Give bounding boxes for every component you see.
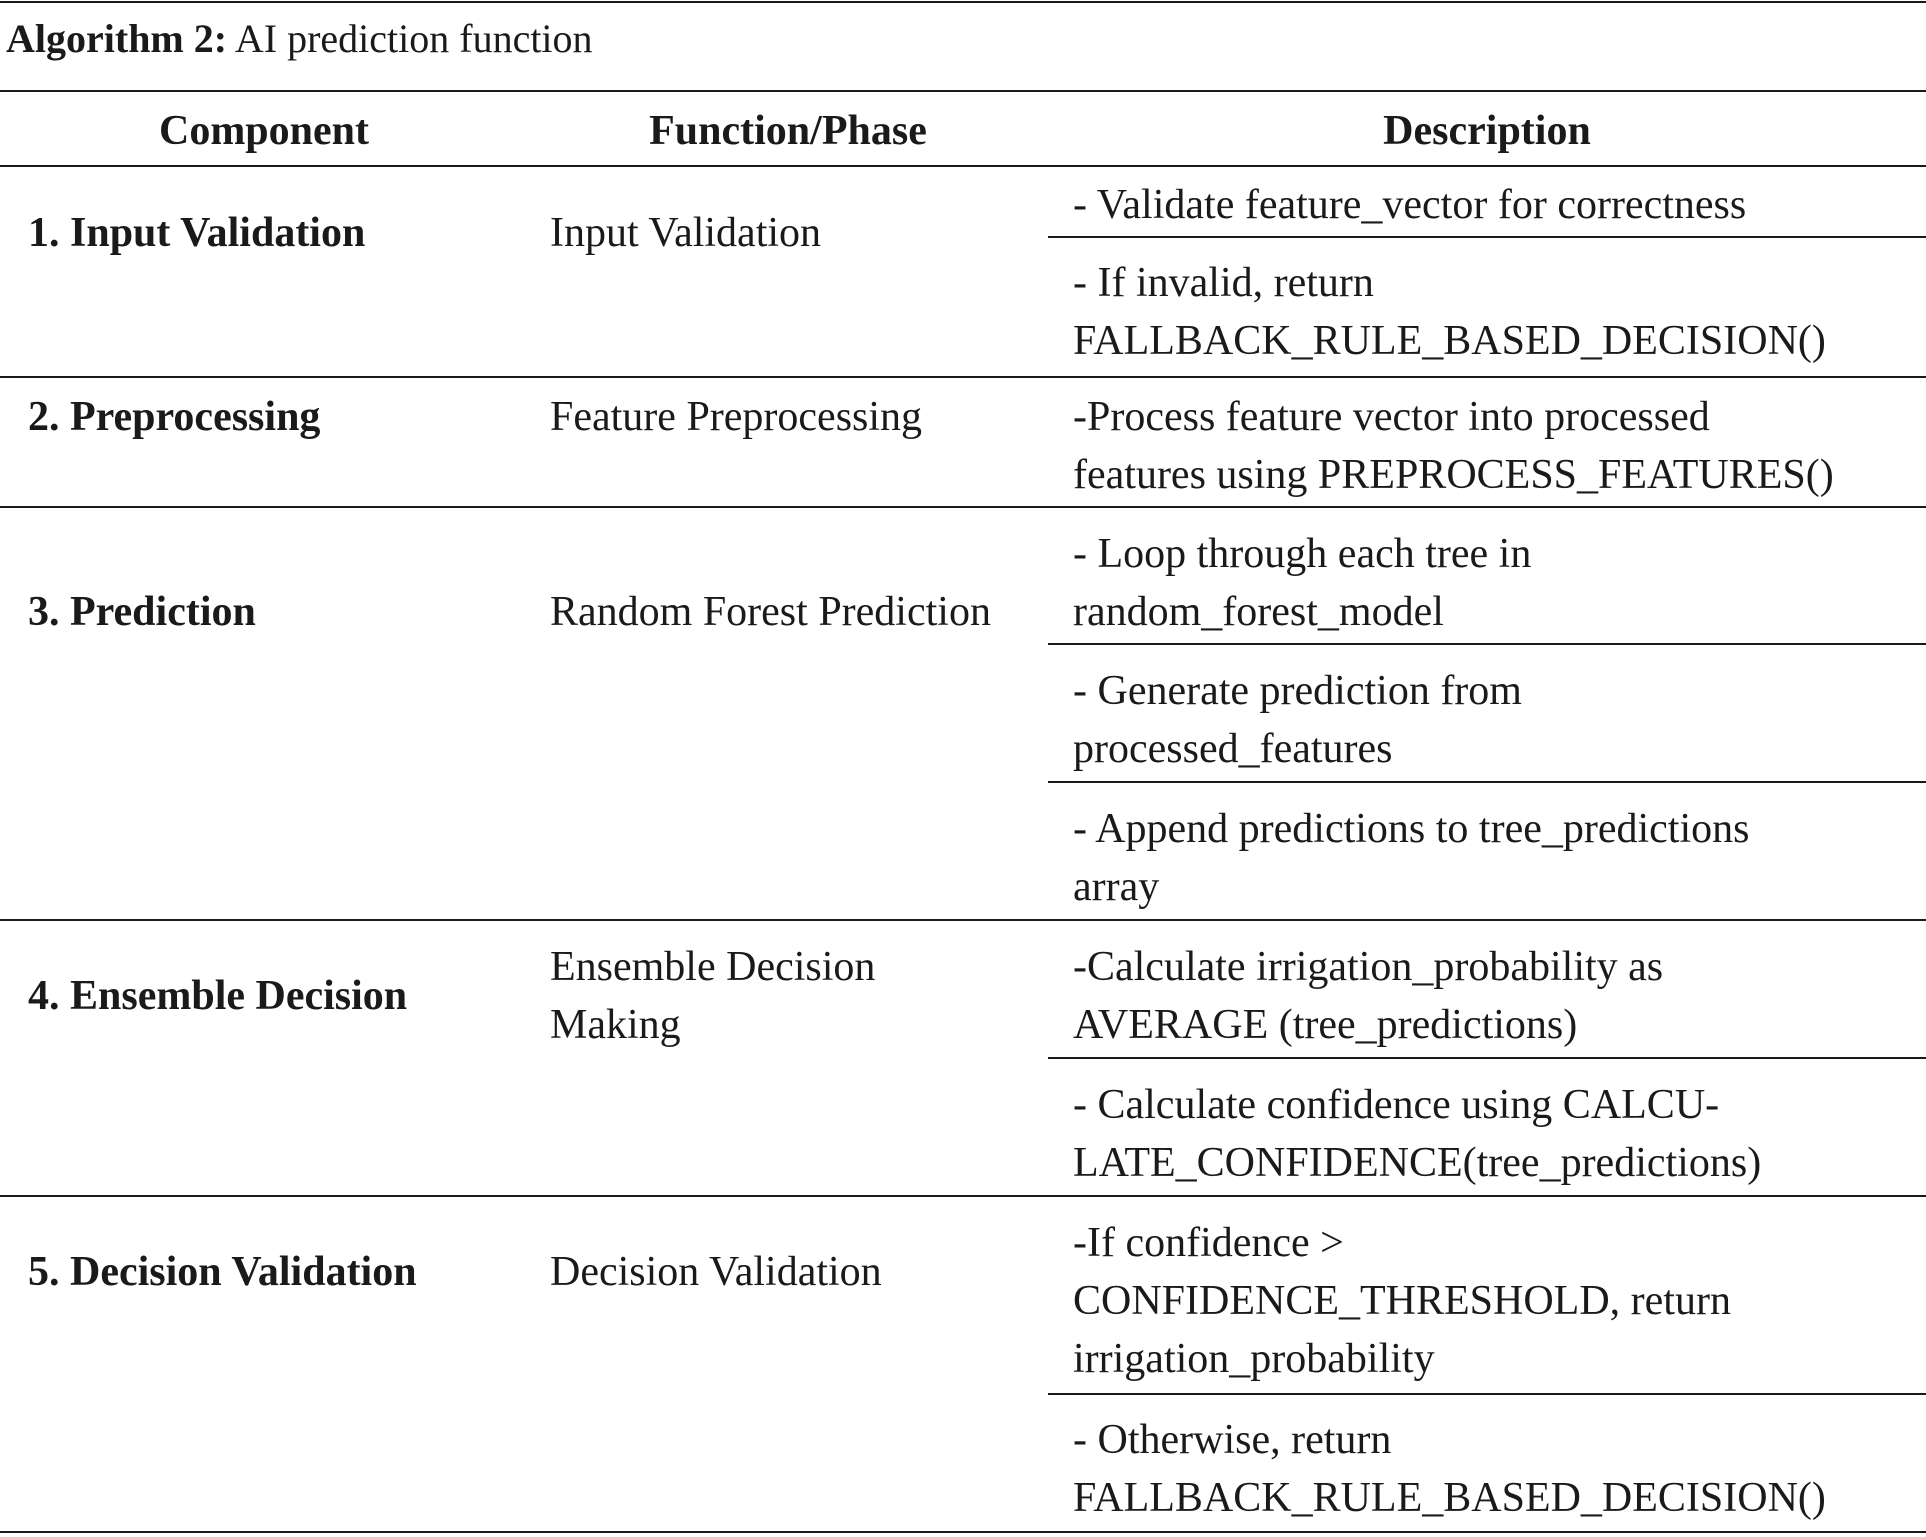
- table-top-rule: [0, 90, 1926, 92]
- row3-desc3-line1: - Append predictions to tree_predictions: [1073, 806, 1750, 852]
- row4-component: 4. Ensemble Decision: [28, 973, 408, 1019]
- row5-phase: Decision Validation: [550, 1249, 882, 1295]
- row1-phase: Input Validation: [550, 210, 822, 256]
- row1-desc1-line1: - Validate feature_vector for correctness: [1073, 182, 1747, 228]
- row3-desc1-line1: - Loop through each tree in: [1073, 531, 1532, 577]
- row4-desc1-line2: AVERAGE (tree_predictions): [1073, 1002, 1578, 1048]
- row4-desc2-line1: - Calculate confidence using CALCU-: [1073, 1082, 1720, 1128]
- row5-desc1-line2: CONFIDENCE_THRESHOLD, return: [1073, 1278, 1731, 1324]
- row5-desc2-line1: - Otherwise, return: [1073, 1417, 1392, 1463]
- header-function-phase: Function/Phase: [649, 108, 927, 154]
- row5-desc-divider1: [1048, 1393, 1926, 1395]
- row3-phase: Random Forest Prediction: [550, 589, 991, 635]
- algorithm-caption: [6, 10, 593, 68]
- row4-desc2-line2: LATE_CONFIDENCE(tree_predictions): [1073, 1140, 1762, 1186]
- header-description: Description: [1383, 108, 1591, 154]
- row5-desc2-line2: FALLBACK_RULE_BASED_DECISION(): [1073, 1475, 1826, 1521]
- row2-phase: Feature Preprocessing: [550, 394, 923, 440]
- row3-desc2-line1: - Generate prediction from: [1073, 668, 1522, 714]
- caption-title: AI prediction function: [227, 16, 593, 61]
- row3-desc-divider1: [1048, 643, 1926, 645]
- row3-bottom-rule: [0, 919, 1926, 921]
- row3-desc1-line2: random_forest_model: [1073, 589, 1444, 635]
- row5-component: 5. Decision Validation: [28, 1249, 417, 1295]
- table-bottom-rule: [0, 1531, 1926, 1533]
- row2-bottom-rule: [0, 506, 1926, 508]
- row2-component: 2. Preprocessing: [28, 394, 321, 440]
- row4-phase-line2: Making: [550, 1002, 681, 1048]
- row4-bottom-rule: [0, 1195, 1926, 1197]
- row5-desc1-line1: -If confidence >: [1073, 1220, 1344, 1266]
- row3-desc-divider2: [1048, 781, 1926, 783]
- row1-component: 1. Input Validation: [28, 210, 366, 256]
- header-bottom-rule: [0, 165, 1926, 167]
- row2-desc1-line2: features using PREPROCESS_FEATURES(): [1073, 452, 1834, 498]
- caption-label: Algorithm 2:: [6, 16, 228, 61]
- row4-desc1-line1: -Calculate irrigation_probability as: [1073, 944, 1664, 990]
- header-component: Component: [158, 108, 370, 154]
- row1-desc-divider1: [1048, 236, 1926, 238]
- caption-top-rule: [0, 1, 1926, 3]
- row4-phase-line1: Ensemble Decision: [550, 944, 876, 990]
- row2-desc1-line1: -Process feature vector into processed: [1073, 394, 1710, 440]
- row1-bottom-rule: [0, 376, 1926, 378]
- row4-desc-divider1: [1048, 1057, 1926, 1059]
- row3-desc3-line2: array: [1073, 864, 1160, 910]
- row3-desc2-line2: processed_features: [1073, 726, 1393, 772]
- row1-desc2-line2: FALLBACK_RULE_BASED_DECISION(): [1073, 318, 1826, 364]
- row5-desc1-line3: irrigation_probability: [1073, 1336, 1435, 1382]
- row3-component: 3. Prediction: [28, 589, 256, 635]
- row1-desc2-line1: - If invalid, return: [1073, 260, 1374, 306]
